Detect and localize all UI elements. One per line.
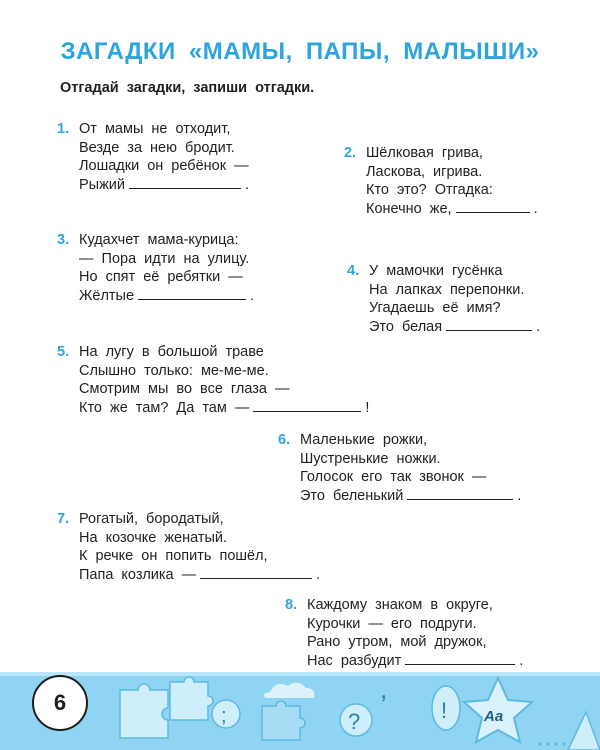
instruction: Отгадай загадки, запиши отгадки. bbox=[60, 80, 315, 96]
footer-decorations bbox=[0, 672, 600, 750]
riddle-line: Лошадки он ребёнок — bbox=[79, 158, 249, 175]
riddle-end: . bbox=[316, 566, 321, 583]
riddle-line: На лугу в большой траве bbox=[79, 344, 264, 360]
riddle-line: Угадаешь её имя? bbox=[369, 300, 501, 317]
riddle-end: ! bbox=[365, 399, 370, 416]
answer-blank[interactable] bbox=[129, 176, 241, 189]
riddle-line: Это белая bbox=[369, 318, 443, 335]
riddle-end: . bbox=[517, 487, 522, 504]
riddle-line: Кудахчет мама-курица: bbox=[79, 232, 239, 248]
answer-blank[interactable] bbox=[200, 566, 312, 579]
svg-text:;: ; bbox=[221, 705, 227, 727]
page-number: 6 bbox=[32, 675, 88, 731]
riddle-line: Рыжий bbox=[79, 176, 125, 193]
puzzle-icon bbox=[262, 701, 305, 740]
riddle-line: Рано утром, мой дружок, bbox=[307, 634, 487, 651]
riddle-line: Смотрим мы во все глаза — bbox=[79, 381, 290, 398]
riddle-line: Конечно же, bbox=[366, 200, 452, 217]
riddle-line: На козочке женатый. bbox=[79, 529, 228, 546]
riddle-end: . bbox=[536, 318, 541, 335]
puzzle-icon bbox=[120, 684, 168, 738]
riddle-number: 3. bbox=[57, 232, 70, 248]
answer-blank[interactable] bbox=[253, 399, 361, 412]
riddle-line: К речке он попить пошёл, bbox=[79, 548, 268, 565]
riddle-6 bbox=[278, 431, 521, 505]
answer-blank[interactable] bbox=[405, 652, 515, 665]
riddle-end: . bbox=[533, 200, 538, 217]
riddle-line: Везде за нею бродит. bbox=[79, 139, 235, 156]
riddle-line: Нас разбудит bbox=[307, 652, 402, 669]
riddle-1 bbox=[57, 120, 249, 194]
riddle-number: 5. bbox=[57, 344, 70, 360]
riddle-line: Шустренькие ножки. bbox=[300, 450, 441, 467]
riddle-line: — Пора идти на улицу. bbox=[79, 250, 250, 267]
riddle-line: Ласкова, игрива. bbox=[366, 163, 483, 180]
riddle-end: . bbox=[519, 652, 524, 669]
riddle-line: На лапках перепонки. bbox=[369, 281, 525, 298]
riddle-line: Рогатый, бородатый, bbox=[79, 511, 224, 527]
riddle-line: Папа козлика — bbox=[79, 566, 197, 583]
riddle-number: 7. bbox=[57, 511, 70, 527]
riddle-5 bbox=[57, 343, 369, 417]
riddle-line: Это беленький bbox=[300, 487, 404, 504]
riddle-line: Жёлтые bbox=[79, 287, 135, 304]
puzzle-icon bbox=[170, 677, 213, 720]
riddle-4 bbox=[347, 262, 540, 336]
riddle-line: Курочки — его подруги. bbox=[307, 615, 477, 632]
riddle-line: Каждому знаком в округе, bbox=[307, 597, 493, 613]
answer-blank[interactable] bbox=[138, 287, 246, 300]
answer-blank[interactable] bbox=[446, 318, 532, 331]
page-title: ЗАГАДКИ «МАМЫ, ПАПЫ, МАЛЫШИ» bbox=[60, 38, 540, 65]
riddle-end: . bbox=[250, 287, 255, 304]
riddle-2 bbox=[344, 144, 538, 218]
riddle-number: 4. bbox=[347, 263, 360, 279]
riddle-number: 2. bbox=[344, 145, 357, 161]
riddle-line: Слышно только: ме-ме-ме. bbox=[79, 362, 269, 379]
riddle-line: Голосок его так звонок — bbox=[300, 469, 487, 486]
riddle-end: . bbox=[245, 176, 250, 193]
footer-band bbox=[0, 672, 600, 750]
svg-text:?: ? bbox=[348, 709, 361, 734]
riddle-line: Маленькие рожки, bbox=[300, 432, 428, 448]
answer-blank[interactable] bbox=[407, 487, 513, 500]
riddle-3 bbox=[57, 231, 254, 305]
riddle-number: 6. bbox=[278, 432, 291, 448]
riddle-line: Кто это? Отгадка: bbox=[366, 182, 493, 199]
riddle-line: У мамочки гусёнка bbox=[369, 263, 503, 279]
riddle-line: Шёлковая грива, bbox=[366, 145, 483, 161]
riddle-line: От мамы не отходит, bbox=[79, 121, 231, 137]
riddle-line: Но спят её ребятки — bbox=[79, 269, 243, 286]
riddle-number: 8. bbox=[285, 597, 298, 613]
riddle-number: 1. bbox=[57, 121, 70, 137]
riddle-line: Кто же там? Да там — bbox=[79, 399, 250, 416]
answer-blank[interactable] bbox=[456, 200, 530, 213]
riddle-8 bbox=[285, 596, 523, 670]
footer-badge: Aa bbox=[484, 708, 504, 725]
comma-icon: , bbox=[380, 674, 388, 704]
svg-text:!: ! bbox=[441, 698, 448, 723]
riddle-7 bbox=[57, 510, 320, 584]
